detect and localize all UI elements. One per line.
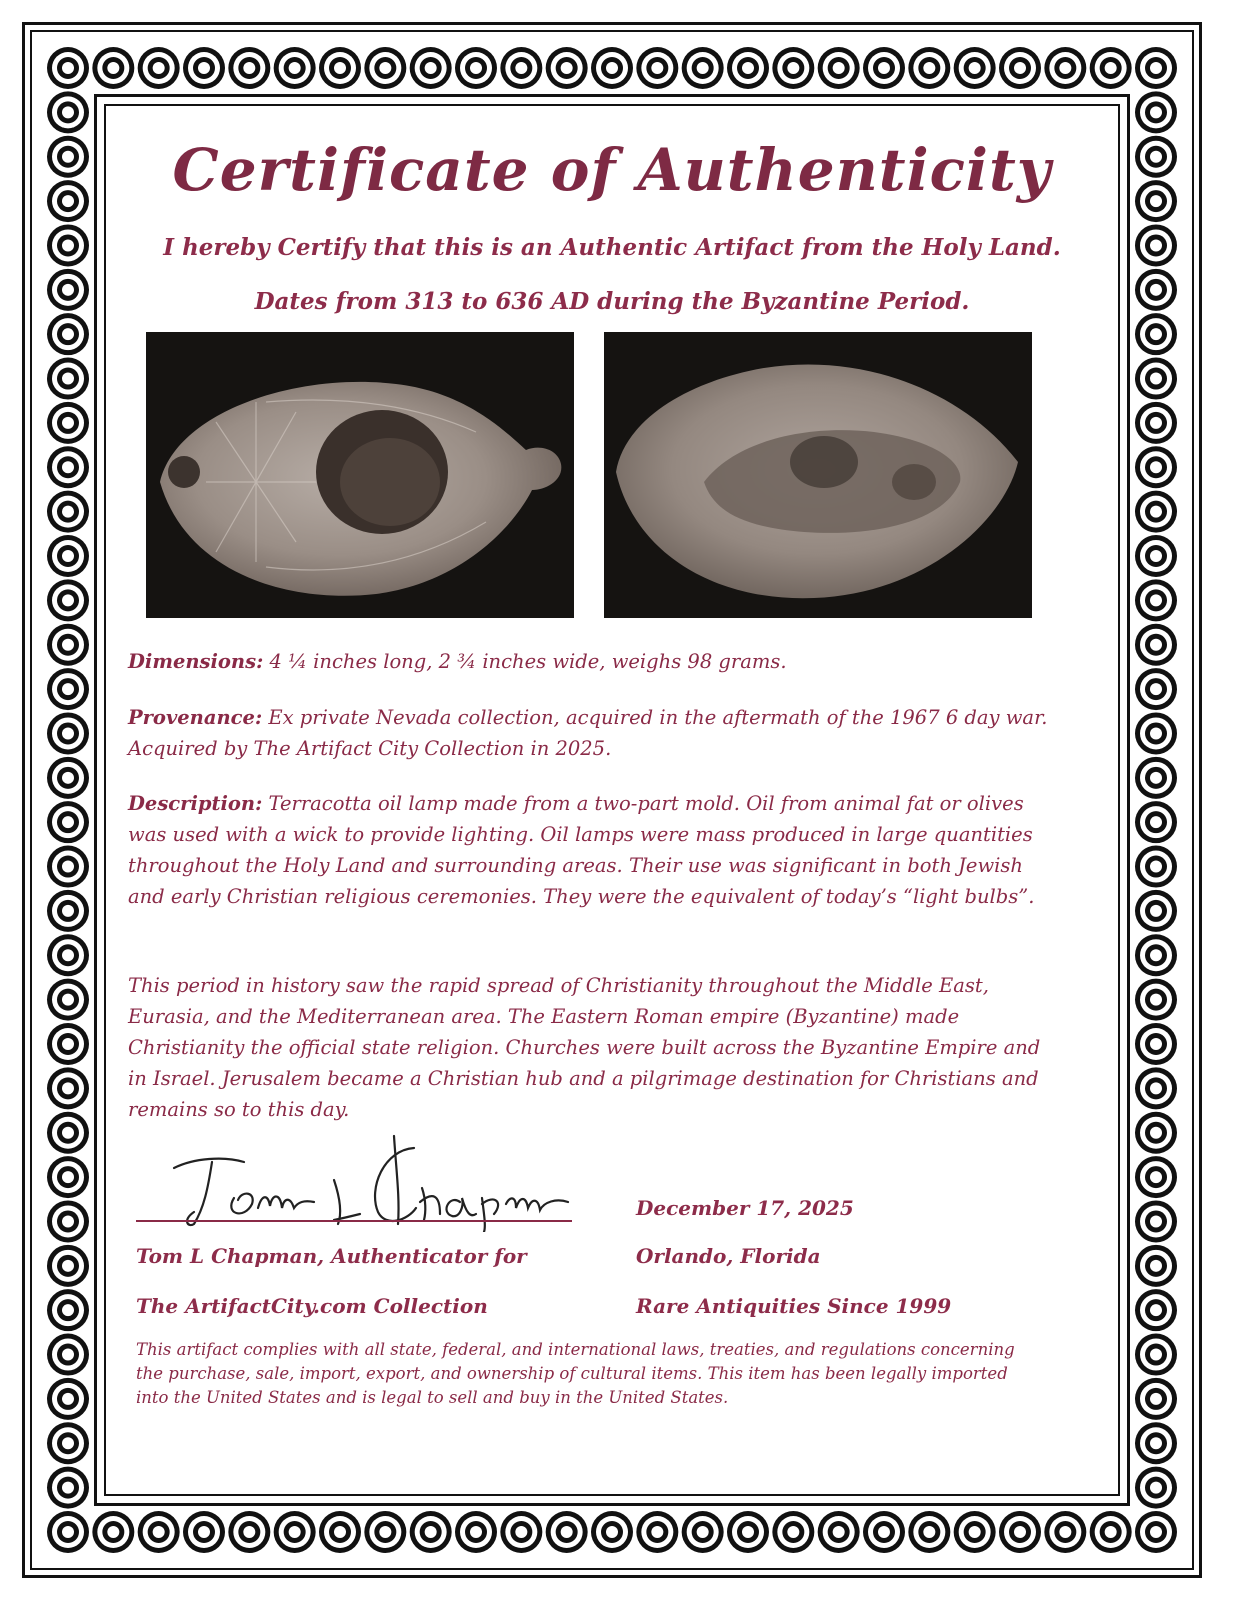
border-circle-ornament (1135, 1245, 1177, 1287)
border-circle-ornament (183, 47, 225, 89)
issue-date: December 17, 2025 (636, 1196, 854, 1220)
border-circle-ornament (1135, 1422, 1177, 1464)
certificate-content (108, 108, 1116, 1492)
border-circle-ornament (1135, 801, 1177, 843)
dimensions-paragraph (128, 646, 1048, 677)
border-circle-ornament (1135, 712, 1177, 754)
border-circle-ornament (1135, 136, 1177, 178)
border-circle-ornament (591, 1511, 633, 1553)
border-circle-ornament (863, 47, 905, 89)
legal-notice: This artifact complies with all state, federal, and international laws, treaties, and regulations concerning the purchase, sale, import, export, and ownership of cultural items. This item has been legally imported into the United States and is legal to sell and buy in the United States. (136, 1340, 1015, 1407)
border-circle-ornament (319, 47, 361, 89)
border-circle-ornament (1135, 358, 1177, 400)
border-circle-ornament (274, 47, 316, 89)
border-circle-ornament (682, 1511, 724, 1553)
signature-line (136, 1220, 572, 1222)
provenance-label: Provenance: (128, 706, 263, 729)
border-circle-ornament (1135, 1023, 1177, 1065)
dimensions-label: Dimensions: (128, 650, 264, 673)
border-circle-ornament (863, 1511, 905, 1553)
border-circle-ornament (1135, 491, 1177, 533)
border-circle-ornament (47, 979, 89, 1021)
certify-statement: I hereby Certify that this is an Authentic Artifact from the Holy Land. (163, 234, 1061, 261)
border-circle-ornament (47, 934, 89, 976)
border-circle-ornament (92, 1511, 134, 1553)
border-circle-ornament (47, 224, 89, 266)
border-circle-ornament (47, 1067, 89, 1109)
border-circle-ornament (999, 47, 1041, 89)
border-circle-ornament (1135, 579, 1177, 621)
border-circle-ornament (410, 1511, 452, 1553)
collection-name: The ArtifactCity.com Collection (136, 1294, 488, 1318)
border-circle-ornament (1135, 535, 1177, 577)
border-circle-ornament (1135, 624, 1177, 666)
border-circle-ornament (183, 1511, 225, 1553)
border-circle-ornament (818, 1511, 860, 1553)
border-circle-ornament (1135, 668, 1177, 710)
border-circle-ornament (47, 846, 89, 888)
border-circle-ornament (1135, 1378, 1177, 1420)
border-circle-ornament (1135, 890, 1177, 932)
border-circle-ornament (410, 47, 452, 89)
border-circle-ornament (228, 1511, 270, 1553)
border-circle-ornament (1135, 446, 1177, 488)
border-circle-ornament (47, 1467, 89, 1509)
certificate-title: Certificate of Authenticity (172, 136, 1052, 204)
border-circle-ornament (47, 1334, 89, 1376)
border-circle-ornament (727, 47, 769, 89)
border-circle-ornament (727, 1511, 769, 1553)
border-circle-ornament (636, 47, 678, 89)
border-circle-ornament (47, 757, 89, 799)
border-circle-ornament (228, 47, 270, 89)
border-circle-ornament (1044, 47, 1086, 89)
border-circle-ornament (47, 1378, 89, 1420)
border-circle-ornament (772, 1511, 814, 1553)
border-circle-ornament (682, 47, 724, 89)
border-circle-ornament (47, 1023, 89, 1065)
border-circle-ornament (47, 402, 89, 444)
border-circle-ornament (47, 358, 89, 400)
border-circle-ornament (138, 1511, 180, 1553)
border-circle-ornament (1090, 47, 1132, 89)
border-circle-ornament (47, 890, 89, 932)
border-circle-ornament (1135, 846, 1177, 888)
provenance-paragraph (128, 702, 1048, 764)
border-circle-ornament (546, 1511, 588, 1553)
border-circle-ornament (954, 47, 996, 89)
border-circle-ornament (1135, 1156, 1177, 1198)
border-circle-ornament (47, 712, 89, 754)
border-circle-ornament (1135, 180, 1177, 222)
handwritten-signature (164, 1128, 584, 1232)
border-circle-ornament (47, 180, 89, 222)
border-circle-ornament (1135, 1467, 1177, 1509)
border-circle-ornament (1044, 1511, 1086, 1553)
border-circle-ornament (1135, 224, 1177, 266)
border-circle-ornament (1135, 1067, 1177, 1109)
border-circle-ornament (1135, 1511, 1177, 1553)
border-circle-ornament (1135, 402, 1177, 444)
issue-location: Orlando, Florida (636, 1244, 821, 1268)
border-circle-ornament (47, 491, 89, 533)
border-circle-ornament (546, 47, 588, 89)
border-circle-ornament (47, 136, 89, 178)
border-circle-ornament (591, 47, 633, 89)
border-circle-ornament (455, 47, 497, 89)
lamp-photo-bottom (604, 332, 1032, 618)
border-circle-ornament (818, 47, 860, 89)
border-circle-ornament (954, 1511, 996, 1553)
description-label: Description: (128, 792, 263, 815)
history-paragraph: This period in history saw the rapid spread of Christianity throughout the Middle East, Eurasia, and the Mediterranean area. The Eastern Roman empire (Byzantine) made Christianity the official state religion. Churches were built across the Byzantine Empire and in Israel. Jerusalem became a Christian hub and a pilgrimage destination for Christians and remains so to this day. (128, 974, 1041, 1121)
border-circle-ornament (364, 47, 406, 89)
border-circle-ornament (908, 47, 950, 89)
border-circle-ornament (47, 668, 89, 710)
business-since: Rare Antiquities Since 1999 (636, 1294, 952, 1318)
border-circle-ornament (47, 91, 89, 133)
border-circle-ornament (47, 1156, 89, 1198)
border-circle-ornament (1135, 1334, 1177, 1376)
border-circle-ornament (47, 47, 89, 89)
border-circle-ornament (47, 579, 89, 621)
border-circle-ornament (47, 1112, 89, 1154)
border-circle-ornament (92, 47, 134, 89)
authenticator-name: Tom L Chapman, Authenticator for (136, 1244, 527, 1268)
border-circle-ornament (47, 801, 89, 843)
dimensions-text: 4 ¼ inches long, 2 ¾ inches wide, weighs 98 grams. (263, 650, 787, 673)
provenance-text: Ex private Nevada collection, acquired in the aftermath of the 1967 6 day war. Acquired by The Artifact City Collection in 2025. (128, 706, 1048, 760)
border-circle-ornament (500, 1511, 542, 1553)
border-circle-ornament (47, 1245, 89, 1287)
border-circle-ornament (772, 47, 814, 89)
border-circle-ornament (47, 1511, 89, 1553)
border-circle-ornament (1090, 1511, 1132, 1553)
description-text: Terracotta oil lamp made from a two-part mold. Oil from animal fat or olives was used with a wick to provide lighting. Oil lamps were mass produced in large quantities throughout the Holy Land and surrounding areas. Their use was significant in both Jewish and early Christian religious ceremonies. They were the equivalent of today’s “light bulbs”. (128, 792, 1035, 908)
border-circle-ornament (47, 535, 89, 577)
border-circle-ornament (1135, 1200, 1177, 1242)
border-circle-ornament (500, 47, 542, 89)
border-circle-ornament (636, 1511, 678, 1553)
border-circle-ornament (47, 624, 89, 666)
border-circle-ornament (274, 1511, 316, 1553)
border-circle-ornament (1135, 1289, 1177, 1331)
border-circle-ornament (1135, 313, 1177, 355)
border-circle-ornament (47, 1422, 89, 1464)
lamp-photo-top (146, 332, 574, 618)
border-circle-ornament (1135, 91, 1177, 133)
border-circle-ornament (47, 269, 89, 311)
border-circle-ornament (319, 1511, 361, 1553)
border-circle-ornament (1135, 47, 1177, 89)
border-circle-ornament (47, 446, 89, 488)
border-circle-ornament (455, 1511, 497, 1553)
border-circle-ornament (1135, 269, 1177, 311)
border-circle-ornament (908, 1511, 950, 1553)
border-circle-ornament (364, 1511, 406, 1553)
border-circle-ornament (1135, 979, 1177, 1021)
border-circle-ornament (47, 1200, 89, 1242)
border-circle-ornament (999, 1511, 1041, 1553)
border-circle-ornament (47, 1289, 89, 1331)
border-circle-ornament (1135, 934, 1177, 976)
border-circle-ornament (1135, 757, 1177, 799)
description-paragraph (128, 788, 1048, 912)
period-statement: Dates from 313 to 636 AD during the Byzantine Period. (254, 288, 970, 315)
border-circle-ornament (138, 47, 180, 89)
border-circle-ornament (47, 313, 89, 355)
border-circle-ornament (1135, 1112, 1177, 1154)
